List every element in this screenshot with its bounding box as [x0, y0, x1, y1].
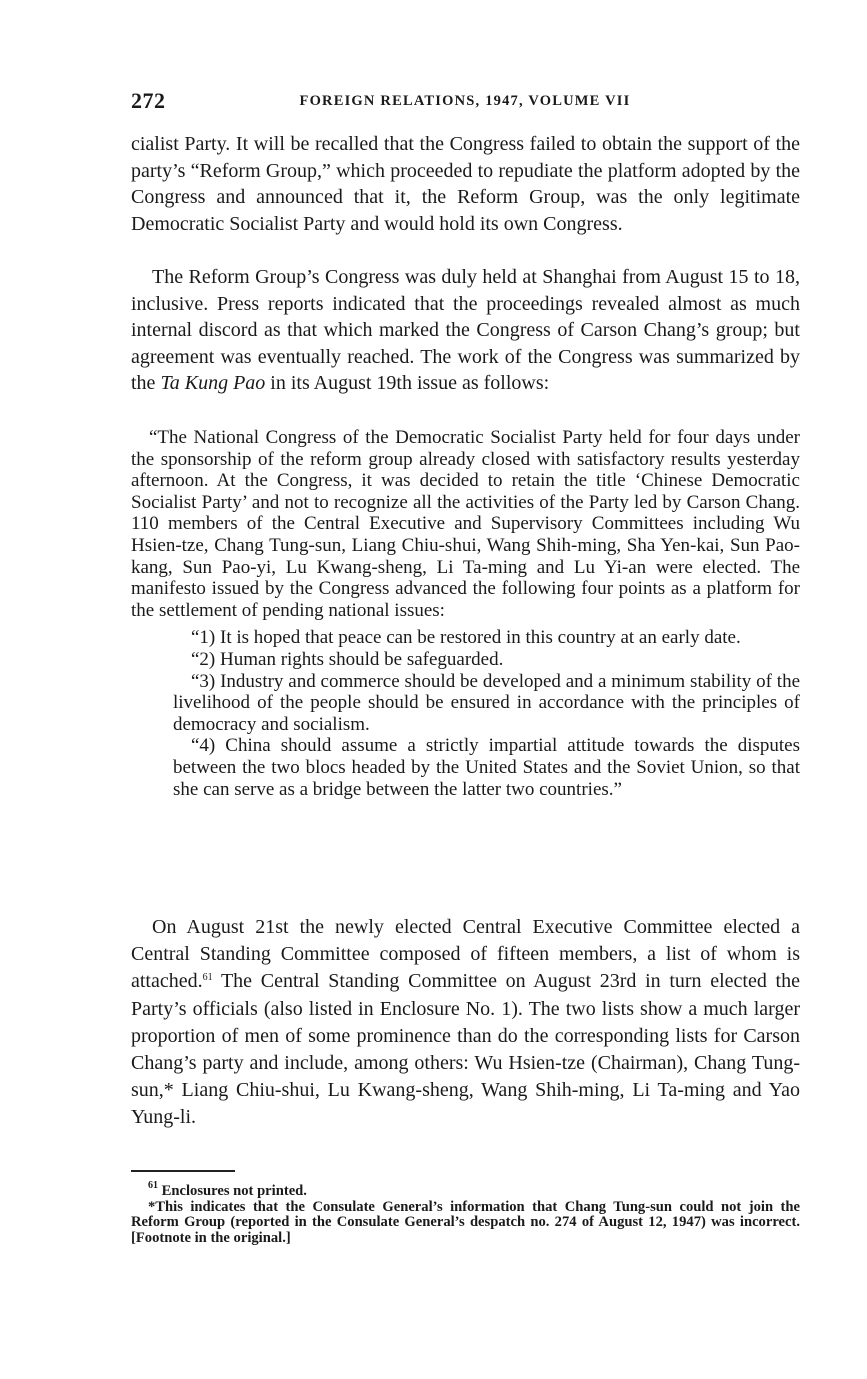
- page-header: [131, 88, 799, 118]
- paragraph-3: [131, 914, 800, 1132]
- footnote-61: [131, 1180, 800, 1200]
- paragraph-2-text-after: in its August 19th issue as follows:: [265, 372, 550, 395]
- page-number: 272: [131, 88, 166, 113]
- paragraph-standing-committee: [131, 914, 800, 1132]
- footnote-61-marker: 61: [148, 1180, 158, 1191]
- quote-point-1: “1) It is hoped that peace can be restored in this country at an early date.: [191, 627, 741, 649]
- quote-point-3: “3) Industry and commerce should be developed and a minimum stability of the livelihood of the people should be ensured in accordance with the principles of democracy and socialism.: [173, 670, 800, 735]
- quote-intro: “The National Congress of the Democratic Socialist Party held for four days under the sponsorship of the reform group already closed with satisfactory results yesterday afternoon. At the Congress, it was decided to retain the title ‘Chinese Democratic Socialist Party’ and not to recognize all the activities of the Party led by Carson Chang. 110 members of the Central Executive and Supervisory Committees including Wu Hsien-tze, Chang Tung-sun, Liang Chiu-shui, Wang Shih-ming, Sha Yen-kai, Sun Pao-kang, Sun Pao-yi, Lu Kwang-sheng, Li Ta-ming and Lu Yi-an were elected. The manifesto issued by the Congress advanced the following four points as a platform for the settlement of pending national issues:: [131, 427, 800, 621]
- paragraph-1: cialist Party. It will be recalled that the Congress failed to obtain the support of the party’s “Reform Group,” which proceeded to repudiate the platform adopted by the Congress and announced that it, the Reform Group, was the only legitimate Democratic Socialist Party and would hold its own Congress.: [131, 133, 800, 235]
- paragraph-continuation: [131, 131, 800, 237]
- footnote-star: *This indicates that the Consulate General’s information that Chang Tung-sun could not join the Reform Group (reported in the Consulate General’s despatch no. 274 of August 12, 1947) was incorrect. [Footnote in the original.]: [131, 1198, 800, 1246]
- paragraph-2: [131, 264, 800, 397]
- footnote-61-text: Enclosures not printed.: [158, 1183, 307, 1199]
- paragraph-2-text-before: The Reform Group’s Congress was duly held at Shanghai from August 15 to 18, inclusive. Press reports indicated that the proceedings revealed almost as much internal discord as that which marked the Congress of Carson Chang’s group; but agreement was eventually reached. The work of the Congress was summarized by the: [131, 266, 800, 395]
- newspaper-title: Ta Kung Pao: [160, 372, 266, 395]
- block-quote: [131, 427, 800, 800]
- running-title: FOREIGN RELATIONS, 1947, VOLUME VII: [299, 93, 631, 109]
- quote-points: [131, 627, 800, 800]
- footnote-divider: [131, 1170, 235, 1172]
- paragraph-3-text-after: The Central Standing Committee on August 23rd in turn elected the Party’s officials (also listed in Enclosure No. 1). The two lists show a much larger proportion of men of some prominence than do the corresponding lists for Carson Chang’s party and include, among others: Wu Hsien-tze (Chairman), Chang Tung-sun,* Liang Chiu-shui, Lu Kwang-sheng, Wang Shih-ming, Li Ta-ming and Yao Yung-li.: [131, 970, 800, 1129]
- footnote-reference: 61: [202, 972, 213, 984]
- paragraph-reform-congress: [131, 264, 800, 397]
- footnotes: [131, 1180, 800, 1246]
- quote-point-2: “2) Human rights should be safeguarded.: [191, 648, 504, 670]
- quote-point-4: “4) China should assume a strictly impartial attitude towards the disputes between the two blocs headed by the United States and the Soviet Union, so that she can serve as a bridge between the latter two countries.”: [173, 735, 800, 800]
- paragraph-3-text-before: On August 21st the newly elected Central Executive Committee elected a Central Standing Committee composed of fifteen members, a list of whom is attached.: [131, 916, 800, 993]
